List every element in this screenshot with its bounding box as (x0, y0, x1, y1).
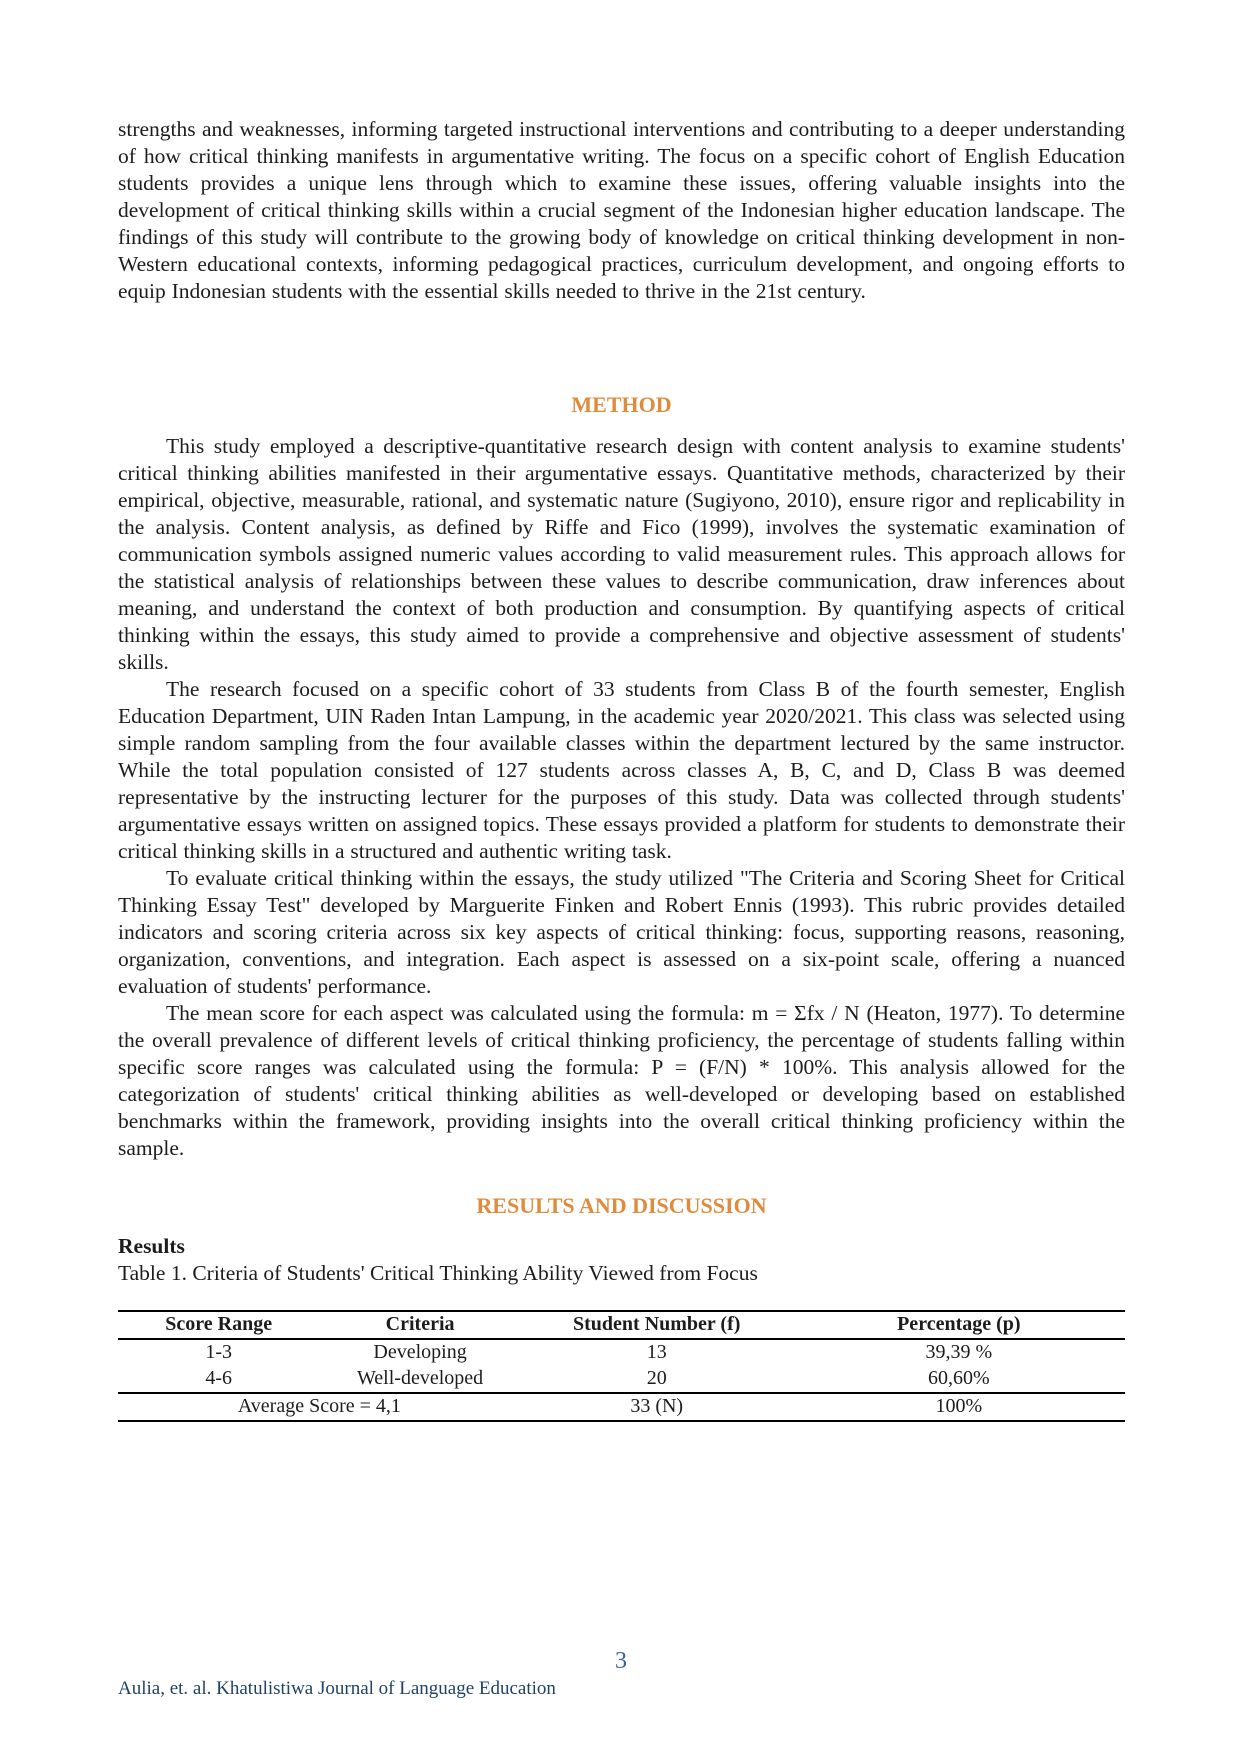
table-cell: 60,60% (793, 1366, 1125, 1393)
page-number: 3 (615, 1648, 627, 1674)
table-row (118, 1366, 1125, 1393)
table-cell: Well-developed (319, 1366, 520, 1393)
method-paragraph-4: The mean score for each aspect was calculated using the formula: m = Σfx / N (Heaton, 1977). To determine the overall prevalence of different levels of critical thinking proficiency, the percentage of students falling within specific score ranges was calculated using the formula: P = (F/N) * 100%. This analysis allowed for the categorization of students' critical thinking abilities as well-developed or developing based on established benchmarks within the framework, providing insights into the overall critical thinking proficiency within the sample. (118, 1001, 1125, 1160)
results-heading: RESULTS AND DISCUSSION (476, 1193, 767, 1218)
table-header-criteria: Criteria (319, 1311, 520, 1339)
content-area (118, 116, 1125, 1422)
table-header-student-number: Student Number (f) (521, 1311, 793, 1339)
method-paragraph-3: To evaluate critical thinking within the essays, the study utilized "The Criteria and Scoring Sheet for Critical Thinking Essay Test" developed by Marguerite Finken and Robert Ennis (1993). This rubric provides detailed indicators and scoring criteria across six key aspects of critical thinking: focus, supporting reasons, reasoning, organization, conventions, and integration. Each aspect is assessed on a six-point scale, offering a nuanced evaluation of students' performance. (118, 866, 1125, 998)
table-header-score-range: Score Range (118, 1311, 319, 1339)
method-paragraph-2: The research focused on a specific cohort of 33 students from Class B of the fourth semester, English Education Department, UIN Raden Intan Lampung, in the academic year 2020/2021. This class was selected using simple random sampling from the four available classes within the department lectured by the same instructor. While the total population consisted of 127 students across classes A, B, C, and D, Class B was deemed representative by the instructing lecturer for the purposes of this study. Data was collected through students' argumentative essays written on assigned topics. These essays provided a platform for students to demonstrate their critical thinking skills in a structured and authentic writing task. (118, 677, 1125, 863)
table-row (118, 1339, 1125, 1366)
table-cell: 13 (646, 1341, 667, 1363)
method-paragraph-1: This study employed a descriptive-quantitative research design with content analysis to examine students' critical thinking abilities manifested in their argumentative essays. Quantitative methods, characterized by their empirical, objective, measurable, rational, and systematic nature (Sugiyono, 2010), ensure rigor and replicability in the analysis. Content analysis, as defined by Riffe and Fico (1999), involves the systematic examination of communication symbols assigned numeric values according to valid measurement rules. This approach allows for the statistical analysis of relationships between these values to describe communication, draw inferences about meaning, and understand the context of both production and consumption. By quantifying aspects of critical thinking within the essays, this study aimed to provide a comprehensive and objective assessment of students' skills. (118, 434, 1125, 674)
table-cell-average-score: Average Score = 4,1 (237, 1395, 401, 1417)
table-cell: 1-3 (205, 1341, 233, 1363)
table-caption: Table 1. Criteria of Students' Critical Thinking Ability Viewed from Focus (118, 1261, 758, 1285)
intro-paragraph: strengths and weaknesses, informing targeted instructional interventions and contributing to a deeper understanding of how critical thinking manifests in argumentative writing. The focus on a specific cohort of English Education students provides a unique lens through which to examine these issues, offering valuable insights into the development of critical thinking skills within a crucial segment of the Indonesian higher education landscape. The findings of this study will contribute to the growing body of knowledge on critical thinking development in non-Western educational contexts, informing pedagogical practices, curriculum development, and ongoing efforts to equip Indonesian students with the essential skills needed to thrive in the 21st century. (118, 117, 1125, 303)
table-header-row (118, 1311, 1125, 1339)
method-heading: METHOD (571, 392, 672, 417)
table-summary-row (118, 1393, 1125, 1421)
table-cell: 4-6 (118, 1366, 319, 1393)
table-cell: 20 (521, 1366, 793, 1393)
table-cell-total-percentage: 100% (935, 1395, 983, 1417)
table-cell: 39,39 % (925, 1341, 993, 1363)
results-subheading: Results (118, 1234, 185, 1258)
footer-citation: Aulia, et. al. Khatulistiwa Journal of Language Education (118, 1678, 556, 1699)
table-cell: Developing (373, 1341, 467, 1363)
table-header-percentage: Percentage (p) (793, 1311, 1125, 1339)
results-table (118, 1310, 1125, 1422)
table-cell-total-n: 33 (N) (630, 1395, 684, 1417)
